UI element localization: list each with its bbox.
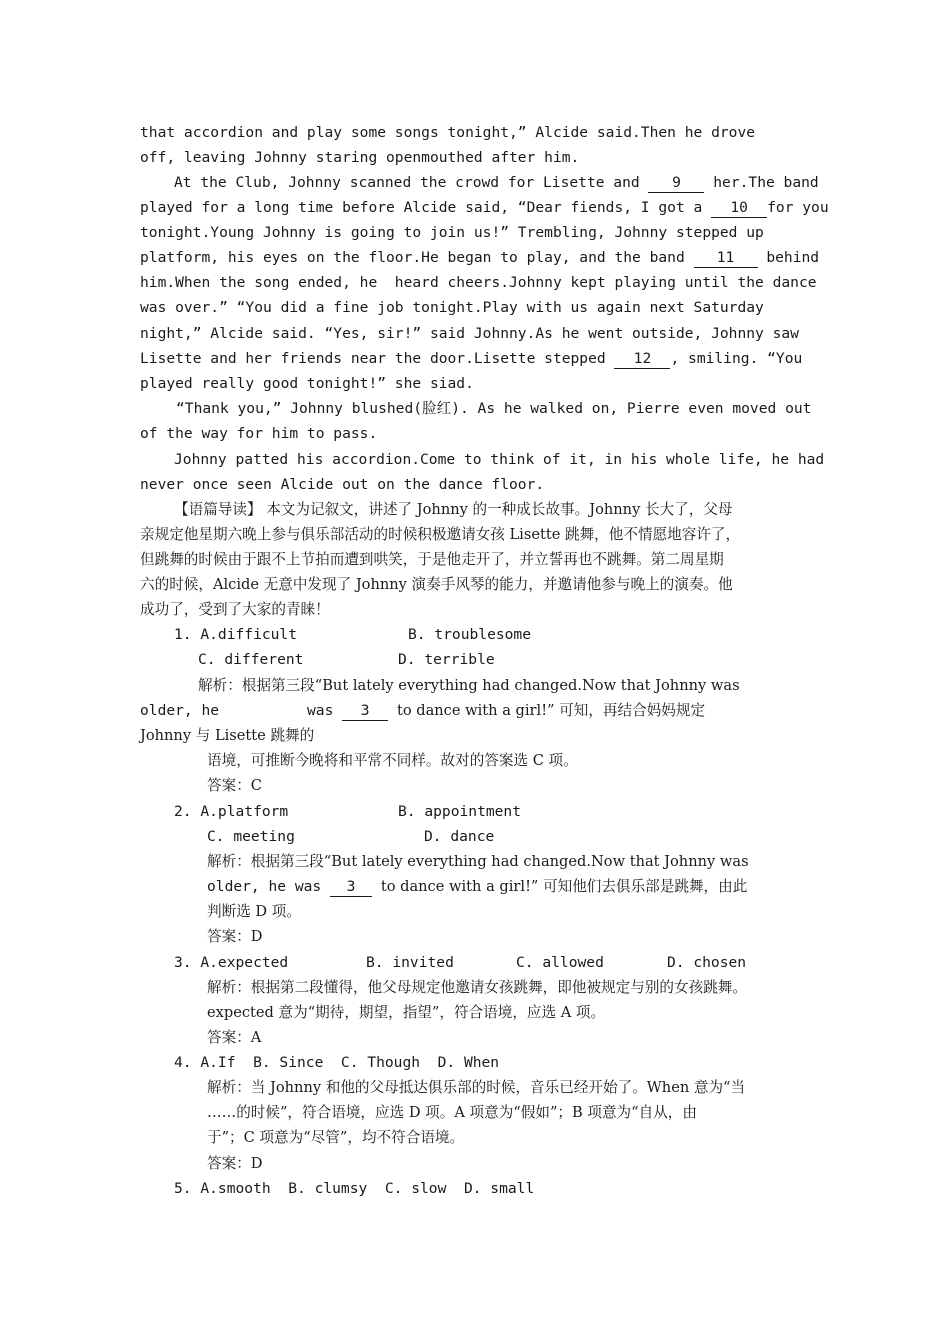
passage-line: him.When the song ended, he heard cheers.Johnny kept playing until the dance <box>140 274 817 291</box>
passage-text: Lisette and her friends near the door.Lisette stepped <box>140 350 606 367</box>
passage-line: played really good tonight!” she siad. <box>140 375 474 392</box>
passage-line <box>140 198 829 218</box>
q4-explanation: ……的时候”，符合语境，应选 D 项。A 项意为“假如”；B 项意为“自从，由 <box>207 1104 697 1121</box>
q1-explanation: 语境，可推断今晚将和平常不同样。故对的答案选 C 项。 <box>207 752 578 769</box>
q1-explanation-text: older, he <box>140 702 220 719</box>
passage-text: behind <box>766 249 820 266</box>
guide-line: 但跳舞的时候由于跟不上节拍而遭到哄笑，于是他走开了，并立誓再也不跳舞。第二周星期 <box>140 551 724 568</box>
q1-option-a: 1. A.difficult <box>174 626 298 643</box>
q4-options: 4. A.If B. Since C. Though D. When <box>174 1054 500 1071</box>
passage-text: played for a long time before Alcide said, “Dear fiends, I got a <box>140 199 703 216</box>
q1-answer: 答案：C <box>207 777 262 794</box>
q2-explanation: 判断选 D 项。 <box>207 903 301 920</box>
q2-explanation-text: to dance with a girl!” 可知他们去俱乐部是跳舞，由此 <box>380 878 748 895</box>
guide-line: 成功了，受到了大家的青睐！ <box>140 601 330 618</box>
passage-text: At the Club, Johnny scanned the crowd for Lisette and <box>174 174 640 191</box>
q2-option-c: C. meeting <box>207 828 295 845</box>
passage-text: platform, his eyes on the floor.He began to play, and the band <box>140 249 685 266</box>
q1-explanation <box>140 701 219 721</box>
q5-options: 5. A.smooth B. clumsy C. slow D. small <box>174 1180 535 1197</box>
passage-text: her.The band <box>713 174 819 191</box>
passage-line: was over.” “You did a fine job tonight.Play with us again next Saturday <box>140 299 764 316</box>
q2-option-b: B. appointment <box>398 803 522 820</box>
q3-option-d: D. chosen <box>667 954 747 971</box>
q2-explanation <box>207 877 747 897</box>
q2-option-d: D. dance <box>424 828 495 845</box>
q3-explanation: 解析：根据第二段懂得，他父母规定他邀请女孩跳舞，即他被规定与别的女孩跳舞。 <box>207 979 747 996</box>
passage-line <box>140 349 802 369</box>
q2-option-a: 2. A.platform <box>174 803 289 820</box>
passage-line: “Thank you,” Johnny blushed(脸红). As he walked on, Pierre even moved out <box>176 400 812 417</box>
q1-explanation-text: was <box>307 702 334 719</box>
q1-explanation: Johnny 与 Lisette 跳舞的 <box>140 727 315 744</box>
q3-explanation: expected 意为“期待，期望，指望”，符合语境，应选 A 项。 <box>207 1004 606 1021</box>
q1-blank-3: 3 <box>342 702 388 721</box>
passage-line: Johnny patted his accordion.Come to think of it, in his whole life, he had <box>174 451 825 468</box>
blank-12: 12 <box>614 350 670 369</box>
passage-line <box>140 248 819 268</box>
guide-line: 六的时候，Alcide 无意中发现了 Johnny 演奏手风琴的能力，并邀请他参与晚上的演奏。他 <box>140 576 733 593</box>
q4-explanation: 解析：当 Johnny 和他的父母抵达俱乐部的时候，音乐已经开始了。When 意为“当 <box>207 1079 746 1096</box>
passage-line <box>174 173 819 193</box>
q2-blank-3: 3 <box>330 878 372 897</box>
q3-answer: 答案：A <box>207 1029 262 1046</box>
passage-line: tonight.Young Johnny is going to join us!” Trembling, Johnny stepped up <box>140 224 764 241</box>
q1-option-b: B. troublesome <box>408 626 532 643</box>
q3-option-c: C. allowed <box>516 954 604 971</box>
passage-line: of the way for him to pass. <box>140 425 378 442</box>
blank-9: 9 <box>648 174 704 193</box>
passage-line: never once seen Alcide out on the dance floor. <box>140 476 545 493</box>
q3-option-a: 3. A.expected <box>174 954 289 971</box>
q1-option-c: C. different <box>198 651 304 668</box>
q3-option-b: B. invited <box>366 954 454 971</box>
q2-explanation-text: older, he was <box>207 878 322 895</box>
q1-explanation: 解析：根据第三段“But lately everything had changed.Now that Johnny was <box>198 677 740 694</box>
q2-explanation: 解析：根据第三段“But lately everything had changed.Now that Johnny was <box>207 853 749 870</box>
blank-10: 10 <box>711 199 767 218</box>
q1-explanation-text: to dance with a girl!” 可知，再结合妈妈规定 <box>396 702 706 719</box>
q1-option-d: D. terrible <box>398 651 495 668</box>
q4-explanation: 于”；C 项意为“尽管”，均不符合语境。 <box>207 1129 465 1146</box>
blank-11: 11 <box>694 249 758 268</box>
guide-line: 亲规定他星期六晚上参与俱乐部活动的时候积极邀请女孩 Lisette 跳舞，他不情愿地容许了， <box>140 526 741 543</box>
passage-text: , smiling. “You <box>670 350 803 367</box>
passage-line: that accordion and play some songs tonight,” Alcide said.Then he drove <box>140 124 756 141</box>
passage-line: off, leaving Johnny staring openmouthed after him. <box>140 149 580 166</box>
q4-answer: 答案：D <box>207 1155 263 1172</box>
q1-explanation <box>307 701 705 721</box>
passage-line: night,” Alcide said. “Yes, sir!” said Johnny.As he went outside, Johnny saw <box>140 325 799 342</box>
guide-line: 【语篇导读】 本文为记叙文，讲述了 Johnny 的一种成长故事。Johnny 长大了，父母 <box>174 501 733 518</box>
passage-text: for you <box>767 199 829 216</box>
q2-answer: 答案：D <box>207 928 263 945</box>
